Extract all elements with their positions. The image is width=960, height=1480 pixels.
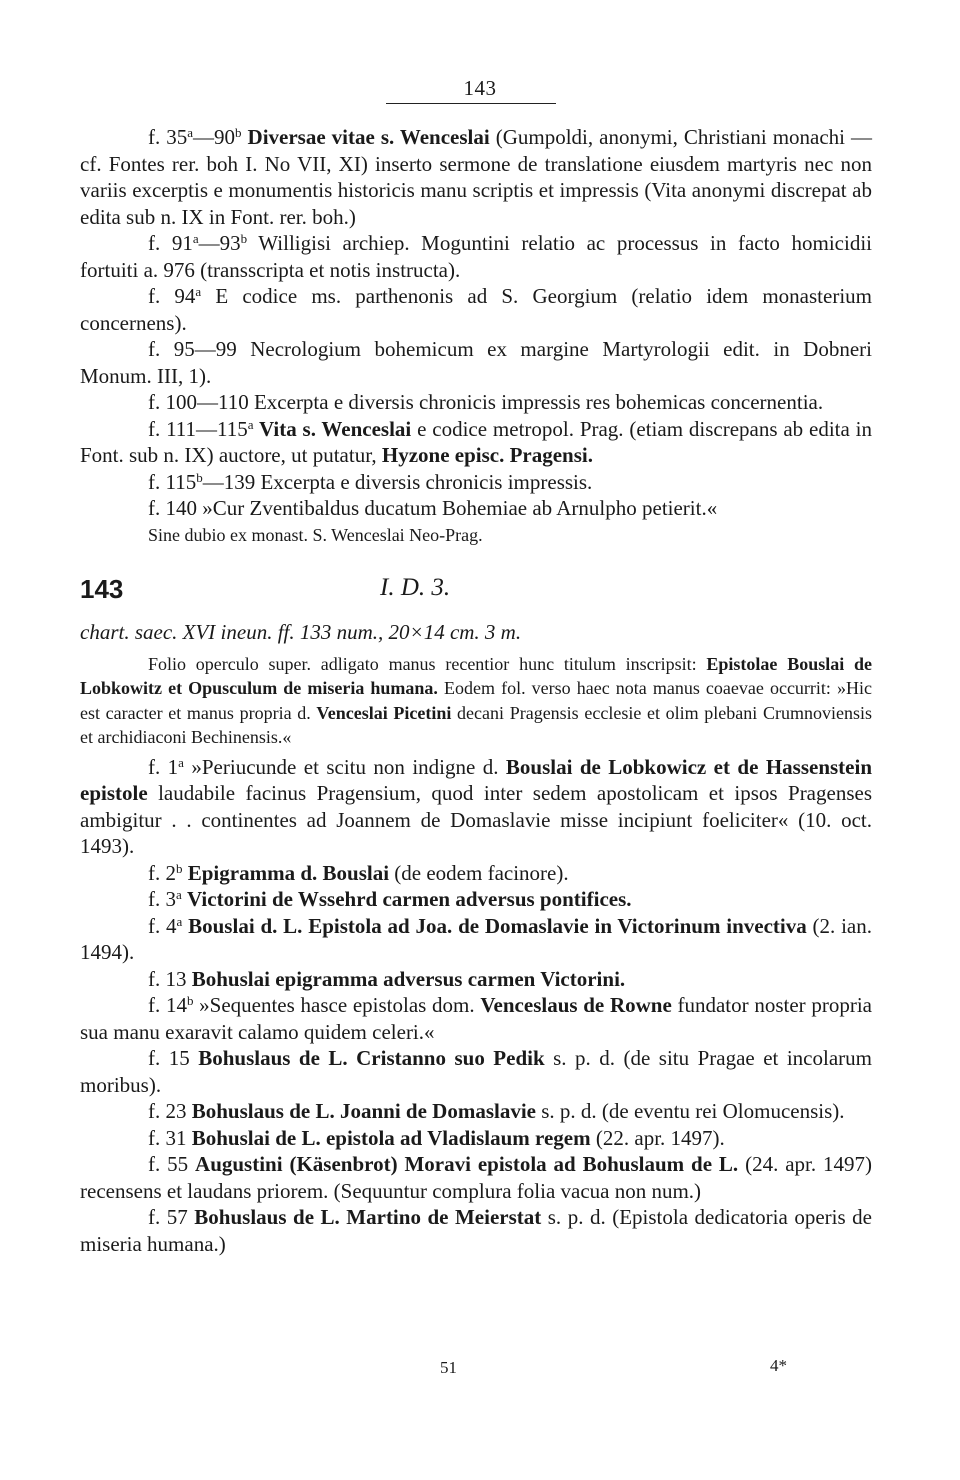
folio-side: b — [196, 469, 203, 485]
entry-text: (22. apr. 1497). — [590, 1125, 725, 1150]
folio-entry — [80, 416, 872, 469]
entry-title: Bouslai d. L. Epistola ad Joa. de Domaslavie in Victorinum invectiva — [188, 913, 807, 938]
folio-entry — [80, 754, 872, 860]
record-description: chart. saec. XVI ineun. ff. 133 num., 20×14 cm. 3 m. — [80, 619, 522, 644]
folio-ref: f. 31 — [148, 1125, 187, 1150]
entry-text: (24. apr. 1497) recensens et laudans priorem. (Sequuntur complura folia vacua non num.) — [80, 1152, 872, 1203]
page-content — [80, 124, 872, 1257]
entry-pre — [188, 1152, 195, 1176]
folio-ref: f. 94 — [148, 284, 196, 308]
intro-title: Epistolae Bouslai de Lobkowitz et Opusculum de miseria humana. — [80, 653, 872, 698]
folio-ref: f. 1 — [148, 754, 179, 779]
folio-entry — [80, 283, 872, 336]
intro-text-3: decani Pragensis ecclesie et olim plebani Crumnoviensis et archidiaconi Bechinensis.« — [80, 702, 872, 747]
entry-text: e codice metropol. Prag. (etiam discrepans ab edita in Font. sub n. IX) auctore, ut putatur, — [80, 416, 873, 467]
folio-entry — [80, 230, 872, 283]
entry-text: (de eodem facinore). — [389, 860, 569, 885]
folio-ref: f. 13 — [148, 966, 187, 991]
provenance-note: Sine dubio ex monast. S. Wenceslai Neo-Prag. — [148, 524, 483, 545]
entry-title: Bouslai de Lobkowicz et de Hassenstein epistole — [80, 754, 872, 805]
folio-side: b — [235, 124, 242, 140]
entry-title: Augustini (Käsenbrot) Moravi epistola ad Bohuslaum de L. — [195, 1152, 739, 1176]
intro-text-1: Folio operculo super. adligato manus recentior hunc titulum inscripsit: — [148, 653, 707, 674]
folio-ref: f. 95—99 — [148, 337, 237, 361]
folio-ref: f. 15 — [148, 1046, 190, 1070]
entry-pre: »Periucunde et scitu non indigne d. — [183, 754, 506, 779]
folio-side: a — [192, 230, 199, 246]
record-header — [80, 574, 872, 614]
header-rule — [386, 103, 556, 104]
entry-title: Victorini de Wssehrd carmen adversus pontifices. — [187, 887, 632, 911]
folio-range: —139 — [202, 469, 256, 494]
folio-side: a — [178, 754, 184, 770]
folio-side: b — [176, 860, 183, 876]
folio-ref: f. 91 — [148, 231, 193, 255]
folio-range: —90 — [193, 125, 236, 149]
folio-entry — [80, 1125, 872, 1152]
entry-text: fundator noster propria sua manu exaravit calamo quidem celeri.« — [80, 993, 873, 1044]
folio-ref: f. 57 — [148, 1205, 188, 1229]
folio-entry — [80, 389, 872, 416]
page-number: 143 — [463, 76, 497, 100]
entry-title: Epigramma d. Bouslai — [187, 860, 390, 885]
entry-title: Bohuslai epigramma adversus carmen Victorini. — [191, 966, 626, 991]
record-signature: I. D. 3. — [380, 573, 451, 601]
entry-pre: »Sequentes hasce epistolas dom. — [193, 993, 481, 1017]
folio-side: a — [176, 913, 183, 929]
folio-ref: f. 3 — [148, 887, 176, 911]
folio-entry — [80, 886, 872, 913]
intro-paragraph — [80, 652, 872, 750]
folio-entry — [80, 860, 872, 887]
folio-side: a — [247, 416, 254, 432]
footer-signature: 51 — [440, 1358, 457, 1377]
folio-ref: f. 140 — [148, 496, 197, 520]
folio-ref: f. 23 — [148, 1099, 187, 1123]
entry-text: s. p. d. (de situ Pragae et incolarum moribus). — [80, 1046, 872, 1097]
entry-text: Necrologium bohemicum ex margine Martyrologii edit. in Dobneri Monum. III, 1). — [80, 337, 872, 388]
entry-title: Bohuslaus de L. Cristanno suo Pedik — [198, 1046, 545, 1070]
entry-text: Excerpta e diversis chronicis impressis res bohemicas concernentia. — [248, 390, 824, 414]
entry-title: Bohuslai de L. epistola ad Vladislaum regem — [191, 1125, 591, 1150]
record-entries — [80, 754, 872, 1258]
folio-side: a — [176, 886, 182, 902]
entry-text: E codice ms. parthenonis ad S. Georgium (relatio idem monasterium concernens). — [80, 284, 872, 335]
entry-text: Willigisi archiep. Moguntini relatio ac processus in facto homicidii fortuiti a. 976 (transscripta et notis instructa). — [80, 231, 872, 282]
entry-text: s. p. d. (de eventu rei Olomucensis). — [536, 1099, 845, 1123]
folio-side: a — [187, 124, 194, 140]
entry-title: Bohuslaus de L. Martino de Meierstat — [194, 1205, 542, 1229]
folio-entry — [80, 469, 872, 496]
record-number: 143 — [80, 573, 124, 604]
folio-ref: f. 2 — [148, 860, 176, 885]
entry-text: (2. ian. 1494). — [80, 913, 872, 964]
folio-entry — [80, 124, 872, 230]
intro-text-2: Eodem fol. verso haec nota manus coaevae occurrit: »Hic est caracter et manus propria d. — [80, 678, 872, 723]
folio-side: a — [195, 283, 202, 299]
folio-side: b — [186, 992, 194, 1008]
entry-text: »Cur Zventibaldus ducatum Bohemiae ab Arnulpho petierit.« — [197, 496, 718, 520]
folio-ref: f. 115 — [148, 469, 197, 494]
entry-pre — [190, 1046, 198, 1070]
folio-range: —93 — [198, 231, 241, 255]
folio-entry — [80, 992, 872, 1045]
folio-entry — [80, 913, 872, 966]
entry-text: s. p. d. (Epistola dedicatoria operis de miseria humana.) — [80, 1205, 872, 1256]
folio-ref: f. 14 — [148, 993, 187, 1017]
folio-entry — [80, 1151, 872, 1204]
entry-text: (Gumpoldi, anonymi, Christiani monachi — cf. Fontes rer. boh I. No VII, XI) inserto sermone de translatione eiusdem martyris nec non variis excerptis e monumentis historicis manu scriptis et impressis (Vita anonymi discrepat ab edita sub n. IX in Font. rer. boh.) — [80, 125, 873, 229]
folio-ref: f. 100—110 — [148, 390, 249, 414]
entry-title: Bohuslaus de L. Joanni de Domaslavie — [191, 1099, 536, 1123]
entry-text: Excerpta e diversis chronicis impressis. — [255, 469, 593, 494]
folio-entry — [80, 1098, 872, 1125]
folio-entry — [80, 495, 872, 522]
entry-title: Vita s. Wenceslai — [253, 416, 412, 441]
entry-text: laudabile facinus Pragensium, quod inter sedem apostolicam et ipsos Pragenses ambigitur . . continentes ad Joannem de Domaslavie misse incipiunt foeliciter« (10. oct. 1493). — [80, 781, 872, 858]
folio-side: b — [240, 230, 248, 246]
entry-title: Venceslaus de Rowne — [480, 993, 672, 1017]
folio-ref: f. 111—115 — [148, 416, 248, 441]
previous-record-entries — [80, 124, 872, 522]
folio-entry — [80, 1045, 872, 1098]
folio-ref: f. 35 — [148, 125, 188, 149]
folio-entry — [80, 336, 872, 389]
intro-person: Venceslai Picetini — [316, 702, 452, 723]
folio-ref: f. 4 — [148, 913, 177, 938]
folio-entry — [80, 1204, 872, 1257]
folio-entry — [80, 966, 872, 993]
entry-author: Hyzone episc. Pragensi. — [381, 443, 593, 467]
folio-ref: f. 55 — [148, 1152, 189, 1176]
footer-mark: 4* — [770, 1356, 787, 1375]
entry-title: Diversae vitae s. Wenceslai — [241, 125, 490, 149]
